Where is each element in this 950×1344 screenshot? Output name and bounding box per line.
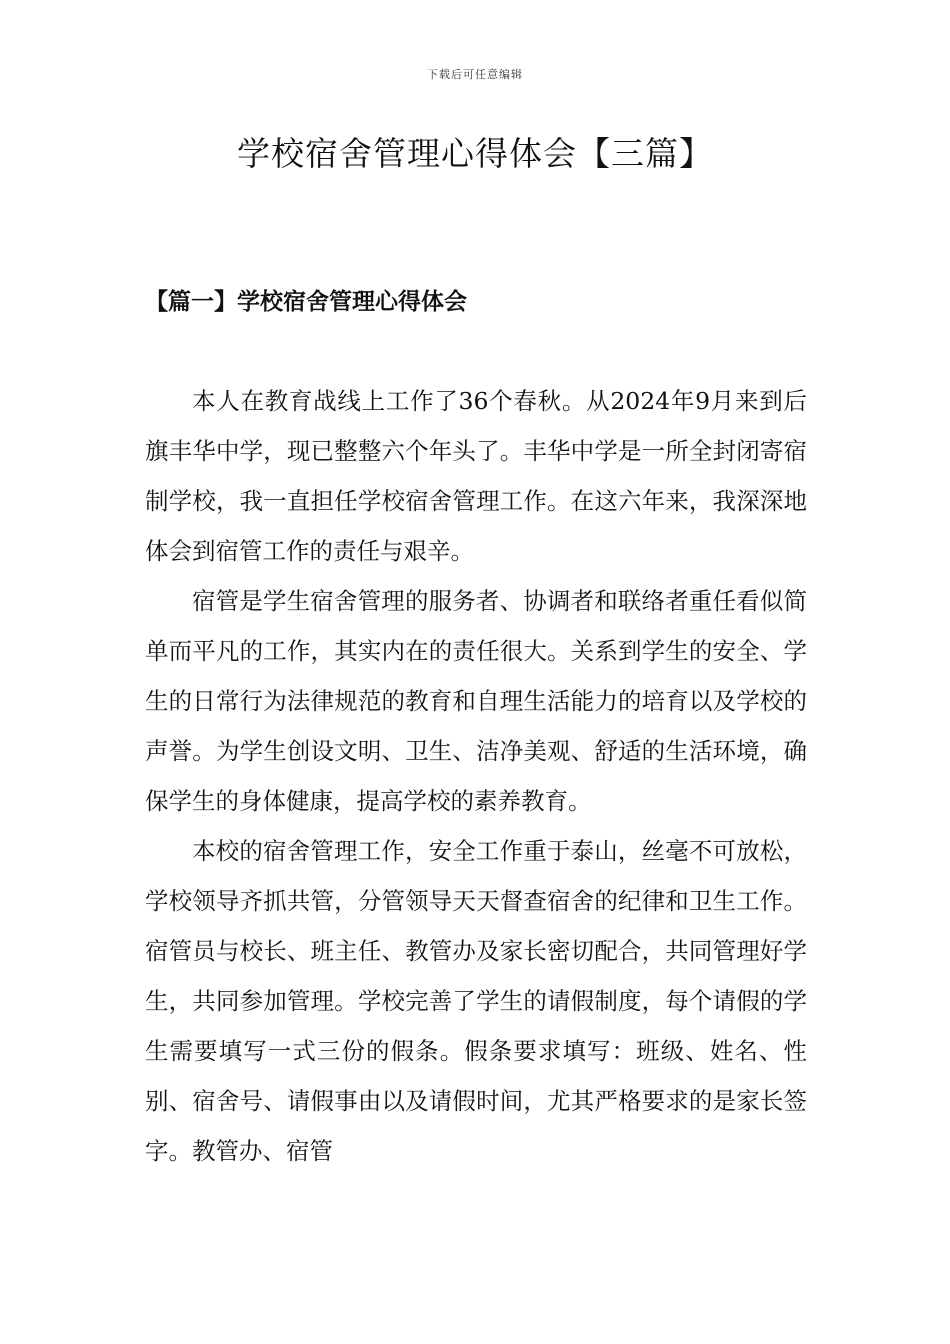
header-note: 下载后可任意编辑 xyxy=(427,68,523,81)
document-title: 学校宿舍管理心得体会【三篇】 xyxy=(237,134,713,173)
paragraph: 本校的宿舍管理工作，安全工作重于泰山，丝毫不可放松，学校领导齐抓共管，分管领导天天督查宿舍的纪律和卫生工作。宿管员与校长、班主任、教管办及家长密切配合，共同管理好学生，共同参加管理。学校完善了学生的请假制度，每个请假的学生需要填写一式三份的假条。假条要求填写：班级、姓名、性别、宿舍号、请假事由以及请假时间，尤其严格要求的是家长签字。教管办、宿管 xyxy=(145,837,807,1165)
section-heading: 【篇一】学校宿舍管理心得体会 xyxy=(145,288,467,315)
paragraph: 本人在教育战线上工作了36个春秋。从2024年9月来到后旗丰华中学，现已整整六个年头了。丰华中学是一所全封闭寄宿制学校，我一直担任学校宿舍管理工作。在这六年来，我深深地体会到宿管工作的责任与艰辛。 xyxy=(145,387,807,565)
paragraph: 宿管是学生宿舍管理的服务者、协调者和联络者重任看似简单而平凡的工作，其实内在的责任很大。关系到学生的安全、学生的日常行为法律规范的教育和自理生活能力的培育以及学校的声誉。为学生创设文明、卫生、洁净美观、舒适的生活环境，确保学生的身体健康，提高学校的素养教育。 xyxy=(145,587,807,815)
body-text xyxy=(145,376,807,1176)
